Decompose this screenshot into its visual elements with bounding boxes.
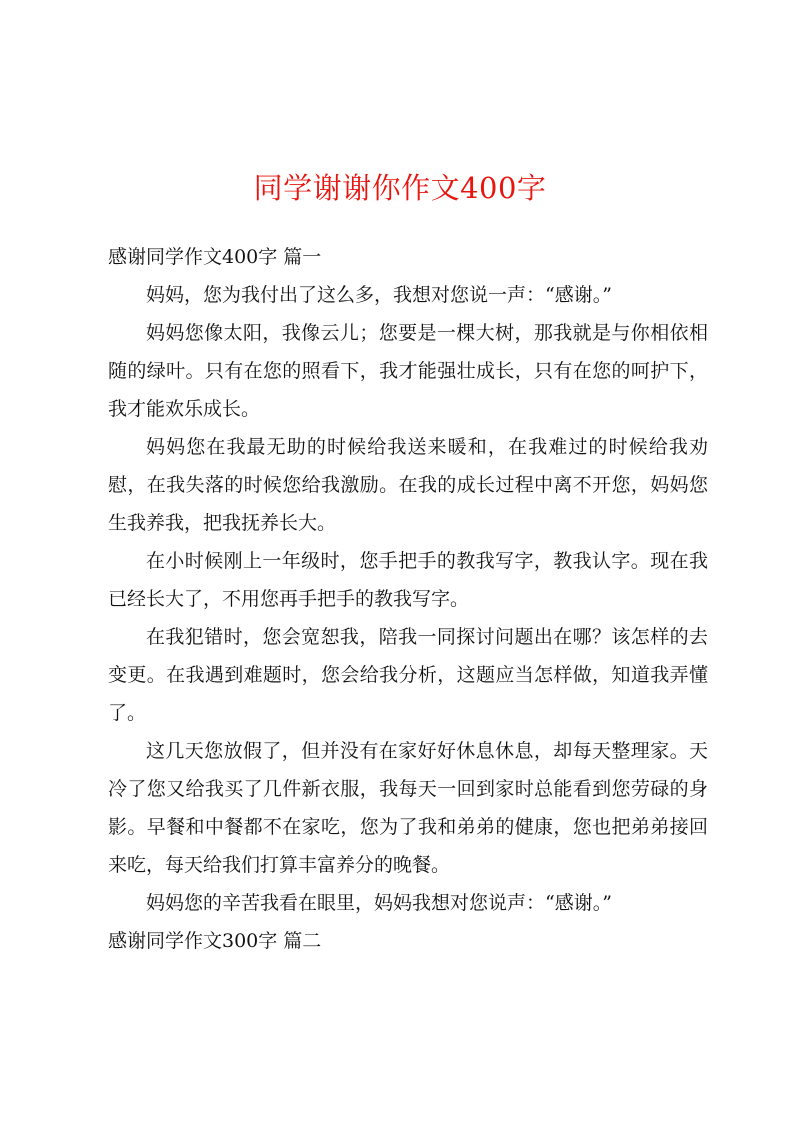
- paragraph-4: 在小时候刚上一年级时，您手把手的教我写字，教我认字。现在我已经长大了，不用您再手把手的教我写字。: [108, 550, 708, 610]
- paragraph-1: 妈妈，您为我付出了这么多，我想对您说一声：“感谢。”: [146, 284, 612, 306]
- section-heading-1: 感谢同学作文400字 篇一: [108, 246, 322, 268]
- paragraph-5: 在我犯错时，您会宽恕我，陪我一同探讨问题出在哪？该怎样的去变更。在我遇到难题时，您会给我分析，这题应当怎样做，知道我弄懂了。: [108, 626, 708, 724]
- paragraph-3: 妈妈您在我最无助的时候给我送来暖和，在我难过的时候给我劝慰，在我失落的时候您给我激励。在我的成长过程中离不开您，妈妈您生我养我，把我抚养长大。: [108, 436, 708, 534]
- section-heading-2: 感谢同学作文300字 篇二: [108, 930, 322, 952]
- document-title: 同学谢谢你作文400字: [253, 171, 547, 205]
- document-body: [108, 238, 708, 960]
- paragraph-6: 这几天您放假了，但并没有在家好好休息休息，却每天整理家。天冷了您又给我买了几件新衣服，我每天一回到家时总能看到您劳碌的身影。早餐和中餐都不在家吃，您为了我和弟弟的健康，您也把弟弟接回来吃，每天给我们打算丰富养分的晚餐。: [108, 740, 708, 876]
- paragraph-2: 妈妈您像太阳，我像云儿；您要是一棵大树，那我就是与你相依相随的绿叶。只有在您的照看下，我才能强壮成长，只有在您的呵护下，我才能欢乐成长。: [108, 322, 708, 420]
- paragraph-7: 妈妈您的辛苦我看在眼里，妈妈我想对您说声：“感谢。”: [146, 892, 612, 914]
